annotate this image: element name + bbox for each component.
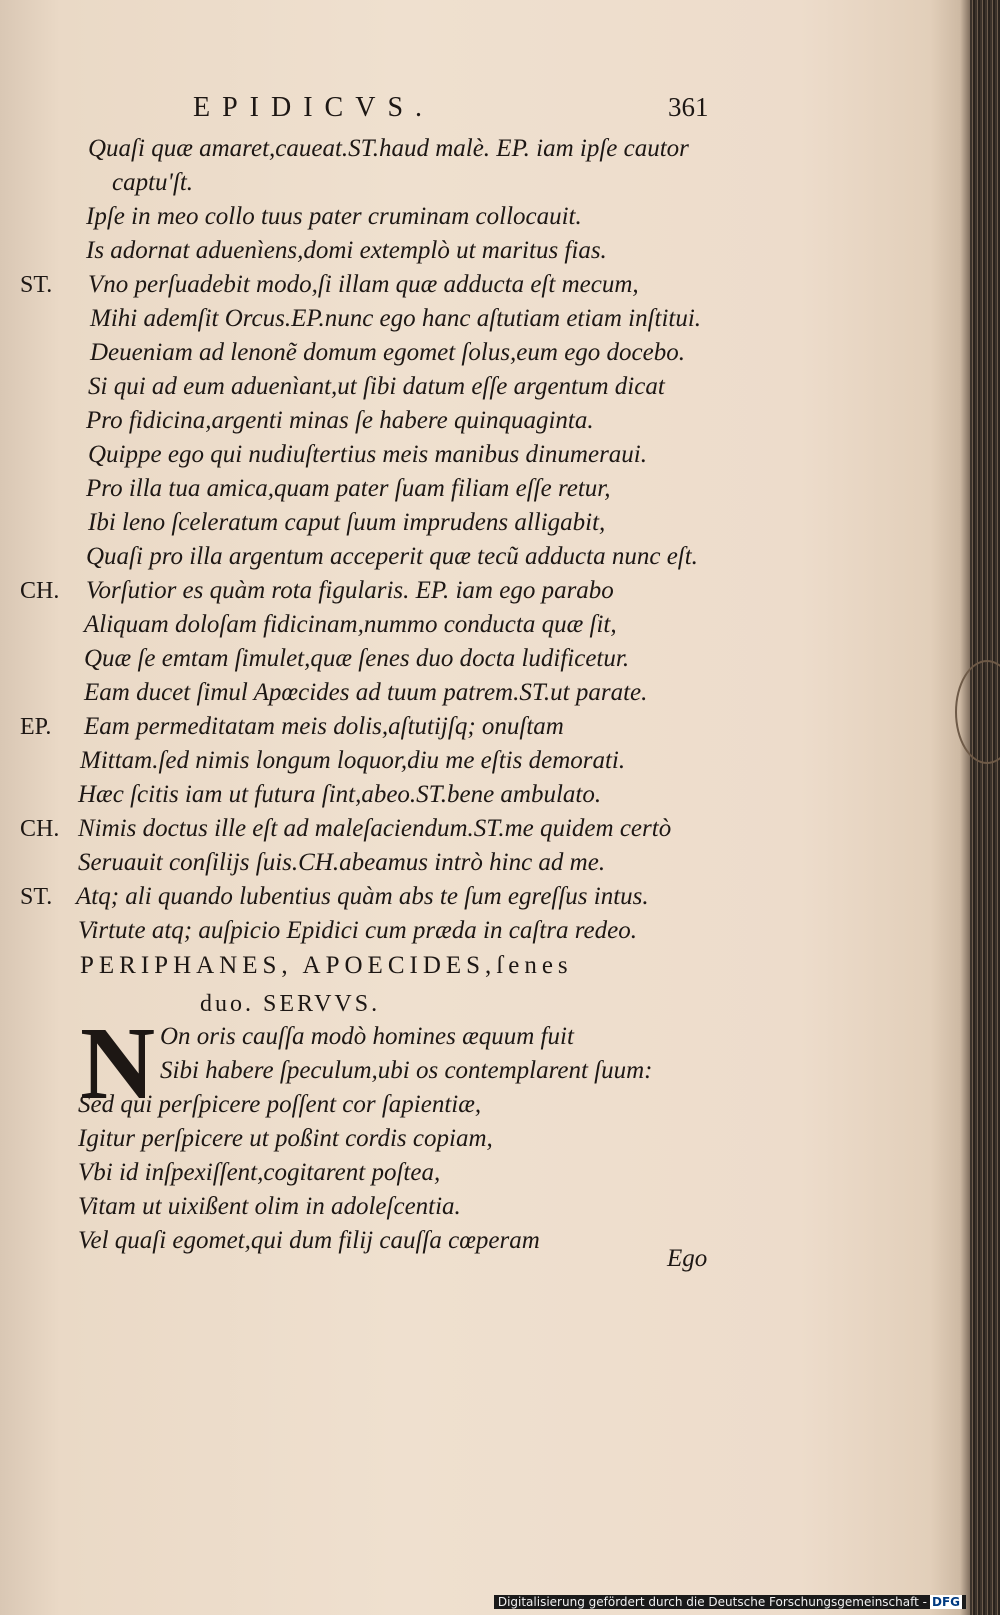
page-number: 361 (668, 92, 709, 122)
verse-block (0, 1020, 960, 1258)
text-line (0, 166, 960, 200)
text-line (0, 642, 960, 676)
verse-line (0, 1224, 960, 1258)
text-line (0, 506, 960, 540)
line-text: Atq; ali quando lubentius quàm abs te ſum egreſſus intus. (76, 883, 649, 910)
verse-line (0, 1190, 960, 1224)
line-text: Eam ducet ſimul Apœcides ad tuum patrem.ST.ut parate. (84, 679, 648, 706)
text-line (0, 710, 960, 744)
text-line (0, 914, 960, 948)
line-text: Pro illa tua amica,quam pater ſuam filiam eſſe retur, (86, 475, 611, 502)
speaker-label: CH. (20, 578, 60, 604)
page-header (0, 92, 960, 132)
line-text: Quæ ſe emtam ſimulet,quæ ſenes duo docta ludificetur. (84, 645, 630, 672)
text-line (0, 268, 960, 302)
line-text: Quaſi quæ amaret,caueat.ST.haud malè. EP. iam ipſe cautor (88, 135, 689, 162)
line-text: Vno perſuadebit modo,ſi illam quæ adducta eſt mecum, (88, 271, 639, 298)
text-line (0, 234, 960, 268)
credit-text: Digitalisierung gefördert durch die Deutsche Forschungsgemeinschaft - (497, 1595, 927, 1609)
line-text: Sed qui perſpicere poſſent cor ſapientiæ, (78, 1091, 482, 1118)
catchword: Ego (667, 1245, 708, 1272)
dfg-logo: DFG (931, 1595, 960, 1609)
text-line (0, 812, 960, 846)
text-line (0, 880, 960, 914)
line-text: Vbi id inſpexiſſent,cogitarent poſtea, (78, 1159, 441, 1186)
line-text: Pro fidicina,argenti minas ſe habere quinquaginta. (86, 407, 594, 434)
text-line (0, 404, 960, 438)
text-line (0, 438, 960, 472)
speaker-label: CH. (20, 816, 60, 842)
line-text: Mihi ademſit Orcus.EP.nunc ego hanc aſtutiam etiam inſtitui. (90, 305, 702, 332)
line-text: Nimis doctus ille eſt ad maleſaciendum.ST.me quidem certò (78, 815, 672, 842)
verse-line (0, 1054, 960, 1088)
text-line (0, 744, 960, 778)
text-line (0, 302, 960, 336)
speaker-label: ST. (20, 272, 53, 298)
text-line (0, 132, 960, 166)
line-text: Igitur perſpicere ut poßint cordis copiam, (78, 1125, 493, 1152)
speaker-label: ST. (20, 884, 53, 910)
line-text: Quaſi pro illa argentum acceperit quæ tecũ adducta nunc eſt. (86, 543, 698, 570)
verse-line (0, 1122, 960, 1156)
line-text: Vitam ut uixißent olim in adoleſcentia. (78, 1193, 461, 1220)
line-text: Ibi leno ſceleratum caput ſuum imprudens alligabit, (88, 509, 606, 536)
line-text: Si qui ad eum aduenìant,ut ſibi datum eſſe argentum dicat (88, 373, 665, 400)
verse-line (0, 1156, 960, 1190)
digitization-credit (494, 1595, 966, 1609)
line-text: Vel quaſi egomet,qui dum filij cauſſa cœperam (78, 1227, 540, 1254)
line-text: Deueniam ad lenonẽ domum egomet ſolus,eum ego docebo. (90, 339, 685, 366)
text-line (0, 778, 960, 812)
line-text: Virtute atq; auſpicio Epidici cum præda in caſtra redeo. (78, 917, 637, 944)
text-line (0, 336, 960, 370)
scene-heading-line2: duo. SERVVS. (200, 991, 381, 1017)
text-line (0, 676, 960, 710)
drop-cap: N (80, 1006, 156, 1121)
verse-line (0, 1088, 960, 1122)
scene-heading (0, 948, 960, 984)
text-line (0, 846, 960, 880)
line-text: Is adornat aduenìens,domi extemplò ut maritus fias. (86, 237, 607, 264)
scene-heading-line1: PERIPHANES, APOECIDES,ſenes (80, 952, 573, 979)
text-line (0, 540, 960, 574)
line-text: On oris cauſſa modò homines æquum fuit (160, 1023, 574, 1050)
text-line (0, 574, 960, 608)
verse-line (0, 1020, 960, 1054)
text-line (0, 472, 960, 506)
line-text: Eam permeditatam meis dolis,aſtutijſq; onuſtam (84, 713, 564, 740)
line-text: Seruauit conſilijs ſuis.CH.abeamus intrò hinc ad me. (78, 849, 606, 876)
book-page-edges (970, 0, 1000, 1615)
line-text: captu'ſt. (112, 169, 194, 196)
running-title: EPIDICVS. (193, 92, 435, 123)
line-text: Mittam.ſed nimis longum loquor,diu me eſtis demorati. (80, 747, 626, 774)
page-tab-mark (955, 660, 1000, 764)
line-text: Quippe ego qui nudiuſtertius meis manibus dinumeraui. (88, 441, 647, 468)
text-line (0, 608, 960, 642)
line-text: Hæc ſcitis iam ut futura ſint,abeo.ST.bene ambulato. (78, 781, 602, 808)
speaker-label: EP. (20, 714, 52, 740)
text-line (0, 200, 960, 234)
line-text: Vorſutior es quàm rota figularis. EP. iam ego parabo (86, 577, 614, 604)
text-line (0, 370, 960, 404)
line-text: Aliquam doloſam fidicinam,nummo conducta quæ ſit, (84, 611, 617, 638)
line-text: Ipſe in meo collo tuus pater cruminam collocauit. (86, 203, 582, 230)
line-text: Sibi habere ſpeculum,ubi os contemplarent ſuum: (160, 1057, 653, 1084)
